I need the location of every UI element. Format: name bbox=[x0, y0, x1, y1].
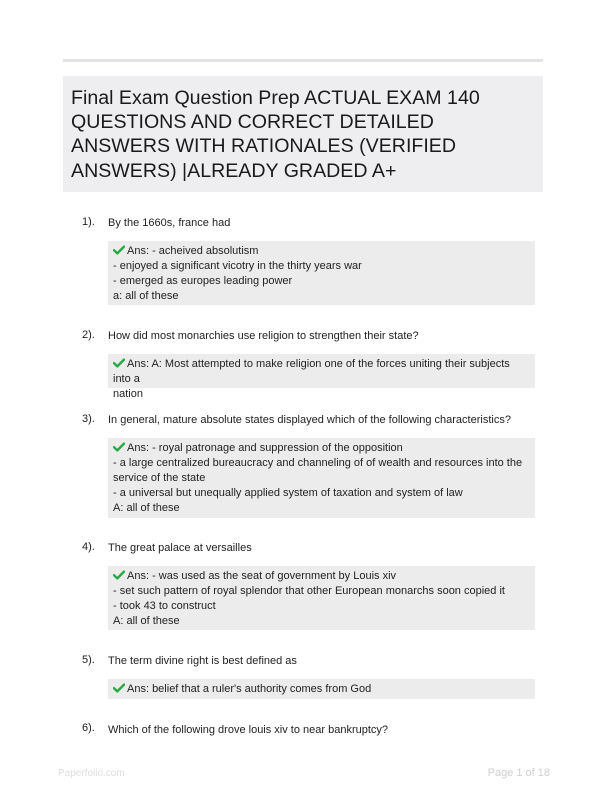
answer-box bbox=[108, 679, 535, 699]
answer-line: - enjoyed a significant vicotry in the thirty years war bbox=[113, 260, 362, 272]
check-icon bbox=[113, 442, 125, 452]
answer-line: - emerged as europes leading power bbox=[113, 275, 293, 287]
answer-line: A: all of these bbox=[113, 615, 180, 627]
question-text: The great palace at versailles bbox=[108, 542, 252, 554]
footer-site-watermark: Paperfolio.com bbox=[58, 768, 125, 779]
answer-line: service of the state bbox=[113, 472, 206, 484]
top-divider bbox=[63, 59, 543, 62]
answer-box bbox=[108, 354, 535, 400]
answer-line bbox=[113, 682, 530, 697]
page-number: Page 1 of 18 bbox=[487, 767, 550, 779]
answer-line bbox=[113, 569, 530, 584]
question-text: How did most monarchies use religion to strengthen their state? bbox=[108, 330, 419, 342]
check-icon bbox=[113, 245, 125, 255]
answer-text: Ans: - was used as the seat of government by Louis xiv bbox=[127, 570, 397, 582]
answer-line: - a large centralized bureaucracy and channeling of of wealth and resources into the bbox=[113, 457, 523, 469]
answer-box bbox=[108, 438, 535, 518]
question-text: The term divine right is best defined as bbox=[108, 655, 297, 667]
question-number: 4). bbox=[82, 541, 95, 553]
question-text: By the 1660s, france had bbox=[108, 217, 231, 229]
answer-line: nation bbox=[113, 388, 143, 400]
check-icon bbox=[113, 683, 125, 693]
answer-line bbox=[113, 441, 530, 456]
question-text: Which of the following drove louis xiv to near bankruptcy? bbox=[108, 724, 389, 736]
question-number: 1). bbox=[82, 216, 95, 228]
answer-line: A: all of these bbox=[113, 502, 180, 514]
check-icon bbox=[113, 358, 125, 368]
answer-line: - took 43 to construct bbox=[113, 600, 216, 612]
answer-text: Ans: belief that a ruler's authority comes from God bbox=[127, 683, 372, 695]
answer-text: Ans: A: Most attempted to make religion one of the forces uniting their subjects into a bbox=[113, 358, 513, 385]
question-number: 5). bbox=[82, 654, 95, 666]
answer-line bbox=[113, 244, 530, 259]
question-number: 3). bbox=[82, 413, 95, 425]
answer-box bbox=[108, 566, 535, 630]
document-title: Final Exam Question Prep ACTUAL EXAM 140 QUESTIONS AND CORRECT DETAILED ANSWERS WITH RATIONALES (VERIFIED ANSWERS) |ALREADY GRADED A+ bbox=[71, 87, 480, 182]
title-box bbox=[63, 76, 543, 192]
answer-text: Ans: - acheived absolutism bbox=[127, 245, 259, 257]
question-number: 6). bbox=[82, 722, 95, 734]
answer-line bbox=[113, 357, 530, 387]
check-icon bbox=[113, 570, 125, 580]
question-text: In general, mature absolute states displayed which of the following characteristics? bbox=[108, 414, 511, 426]
answer-text: Ans: - royal patronage and suppression of the opposition bbox=[127, 442, 403, 454]
answer-line: a: all of these bbox=[113, 290, 179, 302]
answer-line: - a universal but unequally applied system of taxation and system of law bbox=[113, 487, 463, 499]
answer-box bbox=[108, 241, 535, 305]
answer-line: - set such pattern of royal splendor that other European monarchs soon copied it bbox=[113, 585, 505, 597]
question-number: 2). bbox=[82, 329, 95, 341]
